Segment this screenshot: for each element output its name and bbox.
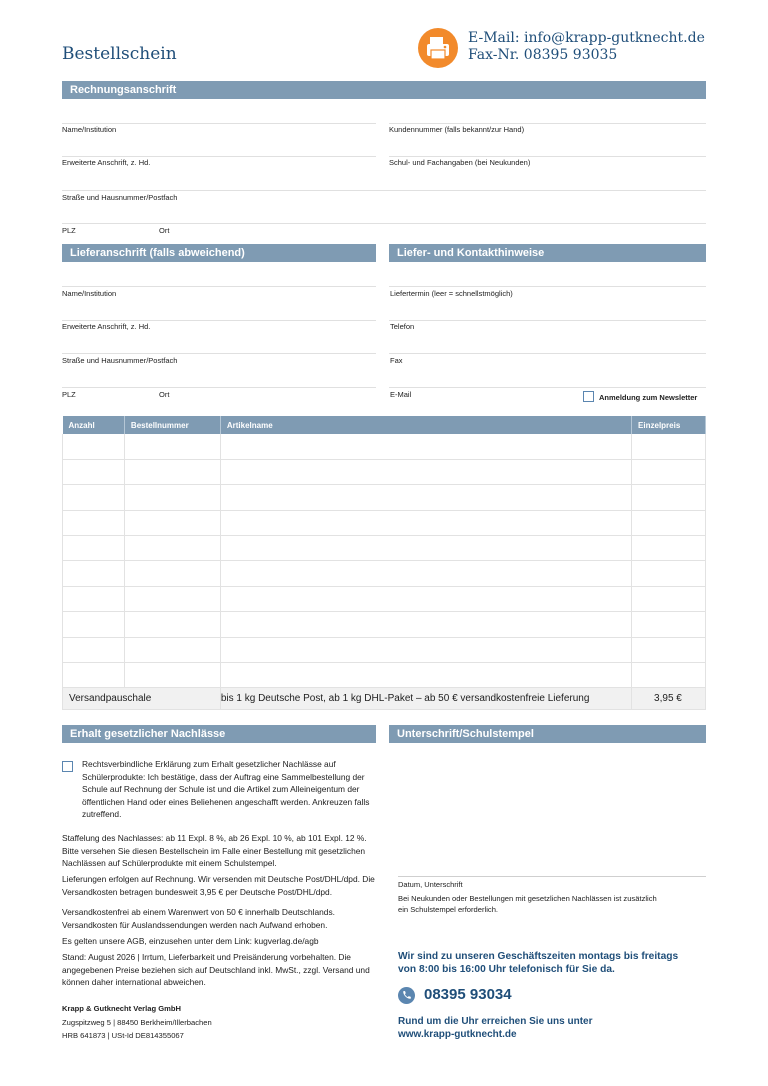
delivery-name-field[interactable] <box>62 286 376 287</box>
always-available: Rund um die Uhr erreichen Sie uns unter <box>398 1016 593 1027</box>
cell-qty[interactable] <box>63 637 125 662</box>
signature-label: Datum, Unterschrift <box>398 880 463 889</box>
delivery-street-field[interactable] <box>62 353 376 354</box>
table-row <box>63 637 706 662</box>
phone-icon <box>398 987 415 1004</box>
delivery-date-field[interactable] <box>389 286 706 287</box>
column-header-einzelpreis: Einzelpreis <box>632 416 706 434</box>
delivery-zip-label: PLZ <box>62 390 76 399</box>
delivery-extended-address-label: Erweiterte Anschrift, z. Hd. <box>62 322 151 331</box>
cell-unit-price[interactable] <box>632 612 706 637</box>
cell-article-name[interactable] <box>220 434 631 459</box>
company-address: Zugspitzweg 5 | 88450 Berkheim/Illerbachen <box>62 1018 212 1027</box>
delivery-city-label: Ort <box>159 390 170 399</box>
cell-qty[interactable] <box>63 663 125 688</box>
billing-school-field[interactable] <box>389 156 706 157</box>
cell-qty[interactable] <box>63 612 125 637</box>
section-unterschrift: Unterschrift/Schulstempel <box>389 725 706 743</box>
cell-article-name[interactable] <box>220 536 631 561</box>
cell-article-name[interactable] <box>220 485 631 510</box>
section-lieferanschrift: Lieferanschrift (falls abweichend) <box>62 244 376 262</box>
newsletter-label: Anmeldung zum Newsletter <box>599 393 698 402</box>
table-row <box>63 536 706 561</box>
cell-qty[interactable] <box>63 536 125 561</box>
newsletter-checkbox[interactable] <box>583 391 594 402</box>
cell-unit-price[interactable] <box>632 663 706 688</box>
phone-number[interactable]: 08395 93034 <box>424 986 512 1003</box>
stand-info: Stand: August 2026 | Irrtum, Lieferbarkeit und Preisänderung vorbehalten. Die angegebenen Preise beziehen sich auf Deutschland inkl. MwSt., zzgl. Versand und können daher international abweichen. <box>62 952 370 988</box>
cell-unit-price[interactable] <box>632 637 706 662</box>
phone-label: Telefon <box>390 322 415 331</box>
cell-order-number[interactable] <box>124 485 220 510</box>
table-row <box>63 586 706 611</box>
billing-school-label: Schul- und Fachangaben (bei Neukunden) <box>389 158 531 167</box>
column-header-anzahl: Anzahl <box>63 416 125 434</box>
billing-name-label: Name/Institution <box>62 125 117 134</box>
fax-field[interactable] <box>389 353 706 354</box>
table-row <box>63 612 706 637</box>
cell-article-name[interactable] <box>220 586 631 611</box>
discount-staffel: Staffelung des Nachlasses: ab 11 Expl. 8 %, ab 26 Expl. 10 %, ab 101 Expl. 12 %. Bitte versehen Sie diesen Bestellschein im Falle einer Bestellung mit gesetzlichen Nachlässen auf Schülerprodukte mit einem Schulstempel. <box>62 833 367 869</box>
cell-qty[interactable] <box>63 510 125 535</box>
billing-street-field[interactable] <box>62 190 706 191</box>
section-rechnungsanschrift: Rechnungsanschrift <box>62 81 706 99</box>
contact-email[interactable]: E-Mail: info@krapp-gutknecht.de <box>468 30 705 46</box>
billing-city-label: Ort <box>159 226 170 235</box>
cell-unit-price[interactable] <box>632 510 706 535</box>
cell-article-name[interactable] <box>220 510 631 535</box>
order-table <box>62 416 706 710</box>
contact-fax: Fax-Nr. 08395 93035 <box>468 47 618 63</box>
cell-order-number[interactable] <box>124 612 220 637</box>
delivery-extended-address-field[interactable] <box>62 320 376 321</box>
cell-unit-price[interactable] <box>632 536 706 561</box>
company-hrb: HRB 641873 | USt-Id DE814355067 <box>62 1031 184 1040</box>
cell-order-number[interactable] <box>124 663 220 688</box>
billing-zip-city-field[interactable] <box>62 223 706 224</box>
cell-article-name[interactable] <box>220 637 631 662</box>
section-kontakthinweise: Liefer- und Kontakthinweise <box>389 244 706 262</box>
cell-unit-price[interactable] <box>632 434 706 459</box>
cell-article-name[interactable] <box>220 561 631 586</box>
table-row <box>63 561 706 586</box>
signature-field[interactable] <box>398 876 706 877</box>
billing-customer-number-label: Kundennummer (falls bekannt/zur Hand) <box>389 125 525 134</box>
page-title: Bestellschein <box>62 44 177 64</box>
cell-unit-price[interactable] <box>632 561 706 586</box>
billing-name-field[interactable] <box>62 123 376 124</box>
cell-unit-price[interactable] <box>632 459 706 484</box>
column-header-artikelname: Artikelname <box>220 416 631 434</box>
phone-field[interactable] <box>389 320 706 321</box>
table-row <box>63 510 706 535</box>
stamp-notice: Bei Neukunden oder Bestellungen mit gesetzlichen Nachlässen ist zusätzlich ein Schulstempel erforderlich. <box>398 894 657 914</box>
company-name: Krapp & Gutknecht Verlag GmbH <box>62 1004 181 1013</box>
cell-qty[interactable] <box>63 561 125 586</box>
shipping-text: bis 1 kg Deutsche Post, ab 1 kg DHL-Paket – ab 50 € versandkostenfreie Lieferung <box>220 688 631 710</box>
cell-order-number[interactable] <box>124 536 220 561</box>
billing-street-label: Straße und Hausnummer/Postfach <box>62 193 178 202</box>
delivery-zip-city-field[interactable] <box>62 387 376 388</box>
cell-article-name[interactable] <box>220 612 631 637</box>
cell-order-number[interactable] <box>124 434 220 459</box>
billing-extended-address-label: Erweiterte Anschrift, z. Hd. <box>62 158 151 167</box>
email-field[interactable] <box>389 387 706 388</box>
cell-order-number[interactable] <box>124 586 220 611</box>
cell-article-name[interactable] <box>220 663 631 688</box>
cell-qty[interactable] <box>63 485 125 510</box>
cell-order-number[interactable] <box>124 637 220 662</box>
shipping-label: Versandpauschale <box>63 688 221 710</box>
column-header-bestellnummer: Bestellnummer <box>124 416 220 434</box>
fax-icon <box>418 28 458 68</box>
table-row <box>63 663 706 688</box>
delivery-info: Lieferungen erfolgen auf Rechnung. Wir versenden mit Deutsche Post/DHL/dpd. Die Versandkosten betragen bundesweit 3,95 € per Deutsche Post/DHL/dpd. <box>62 874 375 897</box>
table-row <box>63 434 706 459</box>
cell-order-number[interactable] <box>124 561 220 586</box>
shipping-row <box>63 688 706 710</box>
cell-unit-price[interactable] <box>632 586 706 611</box>
table-row <box>63 485 706 510</box>
cell-qty[interactable] <box>63 434 125 459</box>
email-label: E-Mail <box>390 390 412 399</box>
cell-qty[interactable] <box>63 459 125 484</box>
billing-zip-label: PLZ <box>62 226 76 235</box>
section-nachlaesse: Erhalt gesetzlicher Nachlässe <box>62 725 376 743</box>
cell-order-number[interactable] <box>124 459 220 484</box>
fax-label: Fax <box>390 356 403 365</box>
delivery-name-label: Name/Institution <box>62 289 117 298</box>
business-hours: Wir sind zu unseren Geschäftszeiten montags bis freitags von 8:00 bis 16:00 Uhr telefonisch für Sie da. <box>398 951 679 975</box>
table-row <box>63 459 706 484</box>
billing-customer-number-field[interactable] <box>389 123 706 124</box>
delivery-date-label: Liefertermin (leer = schnellstmöglich) <box>390 289 513 298</box>
cell-qty[interactable] <box>63 586 125 611</box>
shipping-free-info: Versandkostenfrei ab einem Warenwert von 50 € innerhalb Deutschlands. Versandkosten für Auslandssendungen werden nach Aufwand erhoben. <box>62 907 335 930</box>
cell-article-name[interactable] <box>220 459 631 484</box>
shipping-price: 3,95 € <box>632 688 706 710</box>
discount-checkbox[interactable] <box>62 761 73 772</box>
website-link[interactable]: www.krapp-gutknecht.de <box>398 1029 517 1040</box>
cell-order-number[interactable] <box>124 510 220 535</box>
delivery-street-label: Straße und Hausnummer/Postfach <box>62 356 178 365</box>
discount-declaration: Rechtsverbindliche Erklärung zum Erhalt gesetzlicher Nachlässe auf Schülerprodukte: Ich bestätige, dass der Auftrag eine Sammelbestellung der Schule auf Rechnung der Schule ist und die Artikel zum Alleineigentum der öffentlichen Hand oder eines Beliehenen angeschafft werden. Ankreuzen falls zutreffend. <box>82 759 370 820</box>
cell-unit-price[interactable] <box>632 485 706 510</box>
contact-block <box>468 30 705 64</box>
billing-extended-address-field[interactable] <box>62 156 376 157</box>
agb-info: Es gelten unsere AGB, einzusehen unter dem Link: kugverlag.de/agb <box>62 936 319 946</box>
